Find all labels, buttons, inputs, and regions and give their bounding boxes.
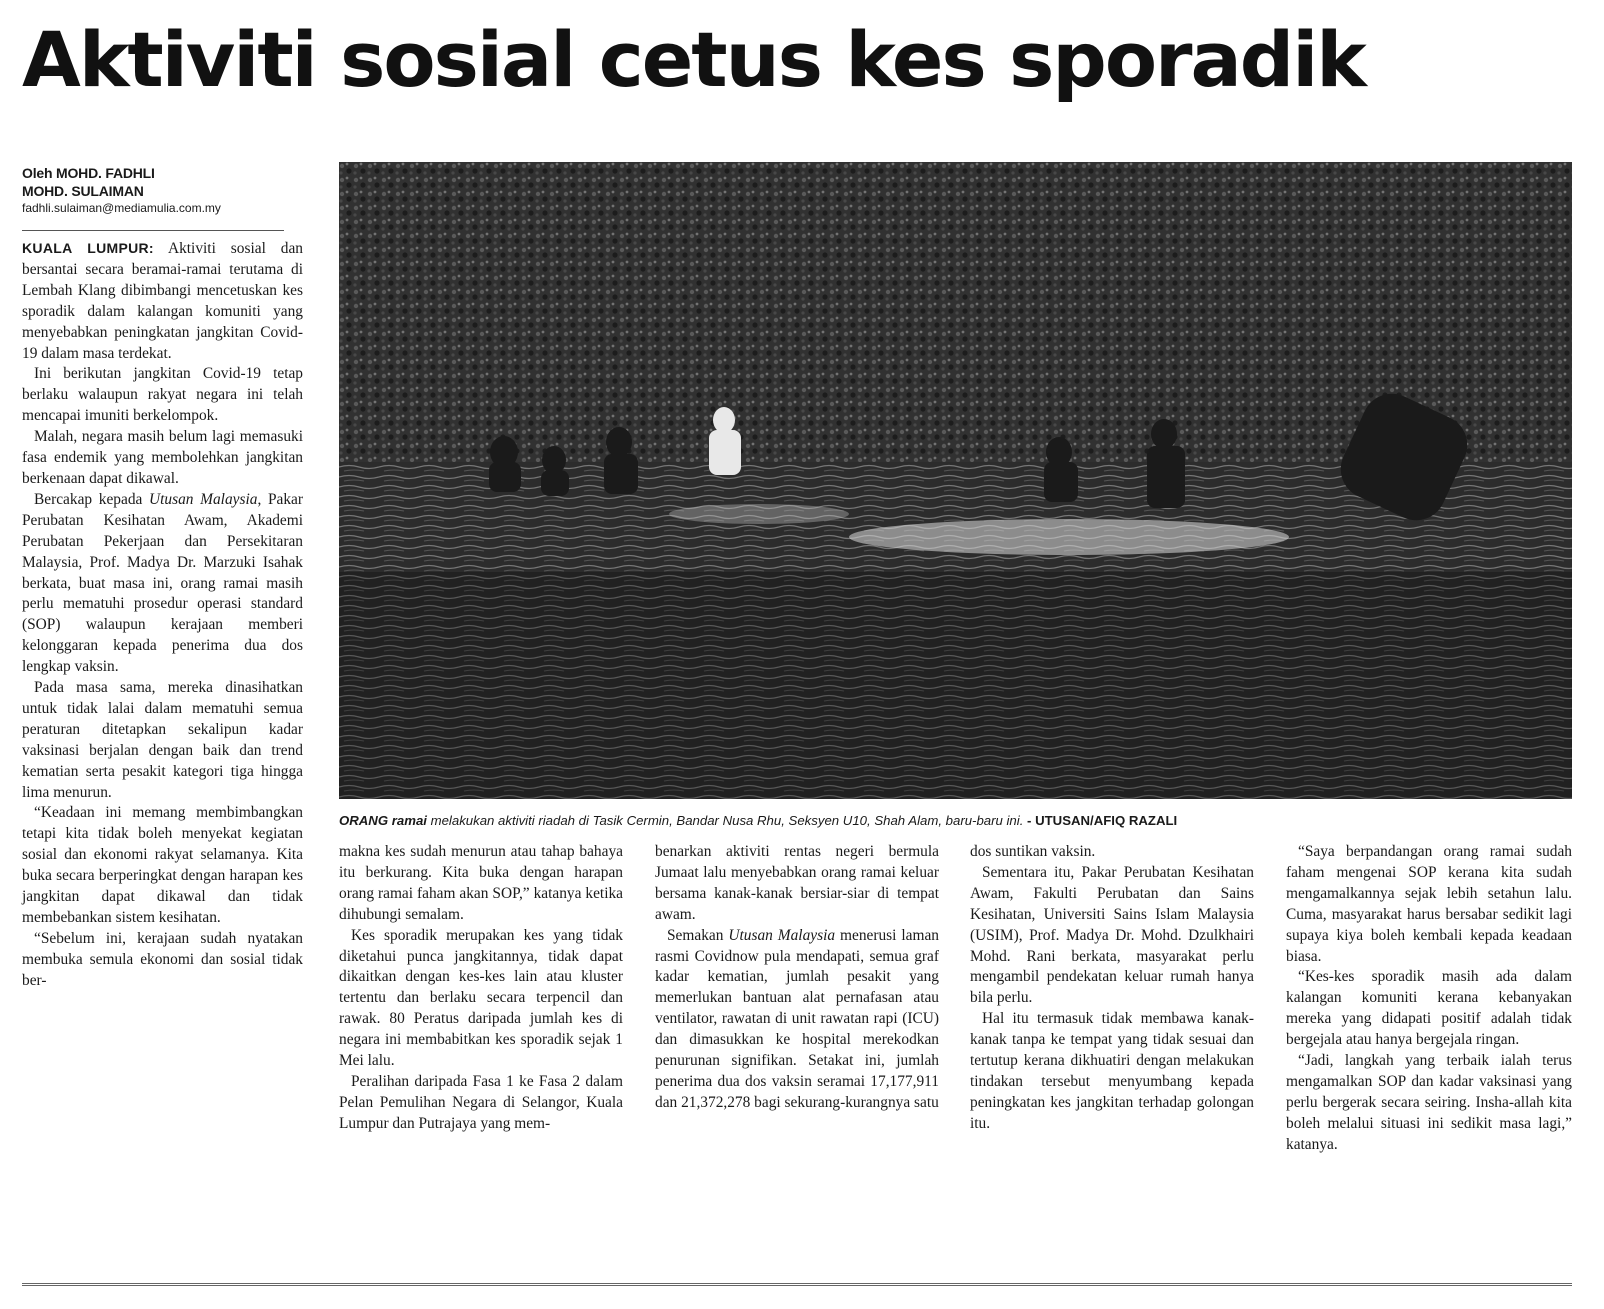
- caption-text: melakukan aktiviti riadah di Tasik Cermin, Bandar Nusa Rhu, Seksyen U10, Shah Alam, baru-baru ini.: [426, 813, 1028, 828]
- dateline: KUALA LUMPUR:: [22, 240, 154, 256]
- paragraph: Hal itu termasuk tidak membawa kanak-kanak tanpa ke tempat yang tidak sesuai dan tertutup kerana dikhuatiri dengan melakukan tindakan tersebut menyumbang kepada peningkatan kes jangkitan terhadap golongan itu.: [970, 1010, 1254, 1132]
- paragraph: Sementara itu, Pakar Perubatan Kesihatan Awam, Fakulti Perubatan dan Sains Kesihatan, Universiti Sains Islam Malaysia (USIM), Prof. Madya Dr. Mohd. Dzulkhairi Mohd. Rani berkata, masyarakat perlu mengambil pendekatan keluar rumah hanya bila perlu.: [970, 863, 1254, 1007]
- paragraph: Semakan Utusan Malaysia menerusi laman rasmi Covidnow pula mendapati, semua graf kadar kematian, jumlah pesakit yang memerlukan bantuan alat pernafasan atau ventilator, rawatan di unit rawatan rapi (ICU) dan dimasukkan ke hospital merekodkan penurunan signifikan. Setakat ini, jumlah penerima dua dos vaksin seramai 17,177,911 dan 21,372,278 bagi sekurang-kurangnya satu: [655, 926, 940, 1111]
- byline-email: fadhli.sulaiman@mediamulia.com.my: [22, 201, 221, 215]
- byline: [22, 164, 292, 216]
- article-column-2: [339, 842, 623, 1135]
- paragraph: “Jadi, langkah yang terbaik ialah terus mengamalkan SOP dan kadar vaksinasi yang perlu bergerak secara seiring. Insha-allah kita boleh melalui situasi ini sedikit masa lagi,” katanya.: [1286, 1052, 1572, 1153]
- caption-lead: ORANG ramai: [339, 813, 427, 828]
- article-column-4: [970, 842, 1254, 1135]
- paragraph: “Saya berpandangan orang ramai sudah faham mengenai SOP kerana kita sudah mengamalkannya sejak lebih setahun lalu. Cuma, masyarakat harus bersabar sedikit lagi supaya kiya boleh kembali kepada keadaan biasa.: [1286, 843, 1572, 965]
- headline: Aktiviti sosial cetus kes sporadik: [22, 15, 1365, 104]
- article-photo: [339, 162, 1572, 799]
- page-bottom-divider: [22, 1283, 1572, 1286]
- paragraph: Kes sporadik merupakan kes yang tidak diketahui punca jangkitannya, tidak dapat dikaitkan dengan kes-kes lain atau kluster tertentu dan berlaku secara terpencil dan rawak. 80 Peratus daripada jumlah kes di negara ini membabitkan kes sporadik sejak 1 Mei lalu.: [339, 926, 623, 1070]
- article-column-5: [1286, 842, 1572, 1156]
- paragraph: benarkan aktiviti rentas negeri bermula Jumaat lalu menyebabkan orang ramai keluar bersama kanak-kanak bersiar-siar di tempat awam.: [655, 843, 939, 923]
- article-column-3: [655, 842, 939, 1114]
- paragraph: Malah, negara masih belum lagi memasuki fasa endemik yang membolehkan jangkitan berkenaan dapat dikawal.: [22, 428, 303, 487]
- paragraph: “Keadaan ini memang membimbangkan tetapi kita tidak boleh menyekat kegiatan sosial dan ekonomi rakyat selamanya. Kita buka secara berperingkat dengan harapan kes jangkitan dapat dikawal dan tidak membebankan sistem kesihatan.: [22, 804, 303, 926]
- byline-author-line1: Oleh MOHD. FADHLI: [22, 165, 155, 181]
- photo-caption: [339, 812, 1572, 830]
- paragraph: makna kes sudah menurun atau tahap bahaya itu berkurang. Kita buka dengan harapan orang ramai faham akan SOP,” katanya ketika dihubungi semalam.: [339, 843, 623, 923]
- paragraph: dos suntikan vaksin.: [970, 843, 1096, 860]
- paragraph: KUALA LUMPUR: Aktiviti sosial dan bersantai secara beramai-ramai terutama di Lembah Klang dibimbangi mencetuskan kes sporadik dalam kalangan komuniti yang menyebabkan peningkatan jangkitan Covid-19 dalam masa terdekat.: [22, 240, 303, 362]
- paragraph: Peralihan daripada Fasa 1 ke Fasa 2 dalam Pelan Pemulihan Negara di Selangor, Kuala Lumpur dan Putrajaya yang mem-: [339, 1072, 623, 1132]
- lake-photo-illustration: [339, 162, 1572, 799]
- article-column-1: [22, 238, 303, 992]
- photo-credit: - UTUSAN/AFIQ RAZALI: [1027, 813, 1178, 828]
- paragraph: “Sebelum ini, kerajaan sudah nyatakan membuka semula ekonomi dan sosial tidak ber-: [22, 929, 303, 989]
- paragraph: Ini berikutan jangkitan Covid-19 tetap berlaku walaupun rakyat negara ini telah mencapai imuniti berkelompok.: [22, 365, 303, 425]
- byline-divider: [22, 230, 284, 231]
- byline-author-line2: MOHD. SULAIMAN: [22, 183, 144, 199]
- paragraph: “Kes-kes sporadik masih ada dalam kalangan komuniti kerana kebanyakan mereka yang didapati positif adalah tidak bergejala atau hanya bergejala ringan.: [1286, 968, 1572, 1049]
- paragraph: Bercakap kepada Utusan Malaysia, Pakar Perubatan Kesihatan Awam, Akademi Perubatan Pekerjaan dan Persekitaran Malaysia, Prof. Madya Dr. Marzuki Isahak berkata, buat masa ini, orang ramai masih perlu mematuhi prosedur operasi standard (SOP) walaupun kerajaan memberi kelonggaran kepada penerima dua dos lengkap vaksin.: [22, 490, 303, 676]
- paragraph: Pada masa sama, mereka dinasihatkan untuk tidak lalai dalam mematuhi semua peraturan ditetapkan sekalipun kadar vaksinasi berjalan dengan baik dan trend kematian serta pesakit kategori tiga hingga lima menurun.: [22, 679, 303, 801]
